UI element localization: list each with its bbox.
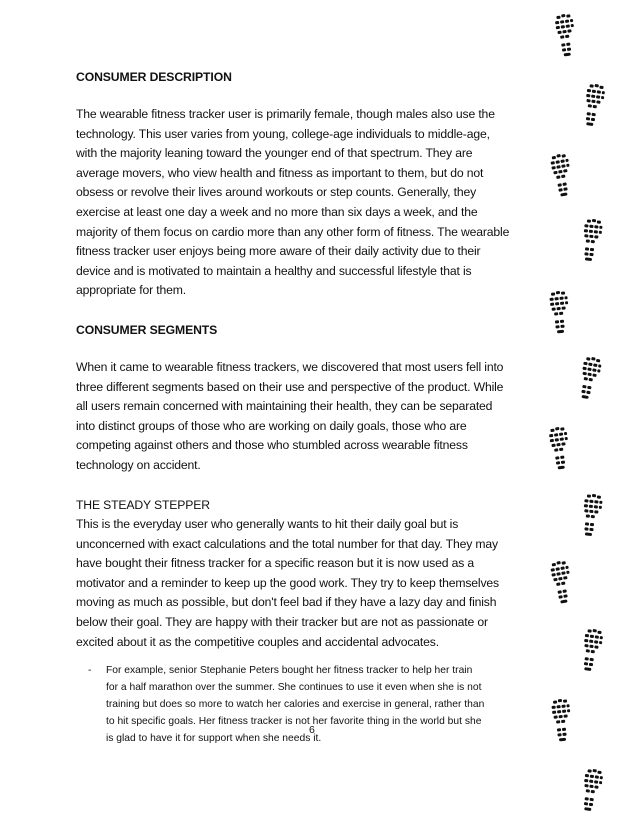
consumer-description-paragraph (76, 105, 538, 301)
paragraph-line: When it came to wearable fitness trackers, we discovered that most users fell into (76, 359, 504, 374)
example-line: to hit specific goals. Her fitness tracker is not her favorite thing in the world but she (106, 716, 482, 728)
paragraph-line: exercise at least one day a week and no more than six days a week, and the (76, 204, 478, 219)
paragraph-line: This is the everyday user who generally wants to hit their daily goal but is (76, 517, 459, 532)
paragraph-line: into distinct groups of those who are working on daily goals, those who are (76, 418, 467, 433)
page-content (76, 68, 538, 747)
paragraph-line: with the majority leaning toward the younger end of that spectrum. They are (76, 146, 473, 161)
paragraph-line: appropriate for them. (76, 283, 186, 298)
paragraph-line: average movers, who view health and fitness as important to them, but do not (76, 165, 484, 180)
paragraph-line: majority of them focus on cardio more than any other form of fitness. The wearable (76, 224, 510, 239)
paragraph-line: competing against others and those who stumbled across wearable fitness (76, 438, 468, 453)
paragraph-line: technology. This user varies from young, college-age individuals to middle-age, (76, 126, 490, 141)
paragraph-line: moving as much as possible, but don't feel bad if they have a lazy day and finish (76, 595, 497, 610)
shoe-print-icon (580, 628, 604, 672)
paragraph-line: all users remain concerned with maintaining their health, they can be separated (76, 399, 493, 414)
steady-stepper-paragraph (76, 515, 538, 652)
paragraph-line: motivator and a reminder to keep up the good work. They try to keep themselves (76, 575, 499, 590)
page-number: 6 (309, 724, 315, 736)
shoe-print-icon (581, 218, 603, 262)
shoe-print-icon (581, 493, 603, 537)
shoe-print-icon (551, 698, 573, 742)
consumer-segments-paragraph (76, 358, 538, 476)
shoe-print-icon (577, 356, 602, 400)
paragraph-line: technology on accident. (76, 457, 201, 472)
shoe-print-icon (548, 426, 572, 470)
example-bullet (76, 662, 538, 747)
paragraph-line: excited about it as the competitive couples and accidental advocates. (76, 634, 439, 649)
paragraph-line: three different segments based on their use and perspective of the product. While (76, 379, 504, 394)
shoe-print-icon (549, 290, 571, 334)
paragraph-line: device and is motivated to maintain a healthy and successful lifestyle that is (76, 263, 472, 278)
example-line: For example, senior Stephanie Peters bought her fitness tracker to help her train (106, 665, 473, 677)
paragraph-line: below their goal. They are happy with their tracker but are not as passionate or (76, 615, 488, 630)
paragraph-line: obsess or revolve their lives around workouts or step counts. Generally, they (76, 185, 477, 200)
example-line: is glad to have it for support when she needs it. (106, 733, 322, 745)
section-title-consumer-segments: CONSUMER SEGMENTS (76, 322, 218, 337)
example-line: for a half marathon over the summer. She continues to use it even when she is not (106, 682, 482, 694)
example-line: training but does so more to watch her calories and exercise in general, rather than (106, 699, 485, 711)
section-title-consumer-description: CONSUMER DESCRIPTION (76, 70, 232, 84)
shoe-print-icon (580, 768, 604, 812)
shoe-print-icon (582, 83, 606, 127)
paragraph-line: have bought their fitness tracker for a specific reason but it is now used as a (76, 556, 475, 571)
shoe-print-icon (554, 13, 578, 57)
bullet-dash: - (88, 665, 92, 677)
shoe-print-icon (549, 153, 574, 197)
paragraph-line: fitness tracker user enjoys being more aware of their daily activity due to their (76, 244, 481, 259)
paragraph-line: unconcerned with exact calculations and the total number for that day. They may (76, 536, 498, 551)
segment-title-steady-stepper: THE STEADY STEPPER (76, 497, 210, 512)
footprint-trail (538, 0, 638, 826)
paragraph-line: The wearable fitness tracker user is primarily female, though males also use the (76, 107, 495, 121)
shoe-print-icon (549, 560, 574, 604)
